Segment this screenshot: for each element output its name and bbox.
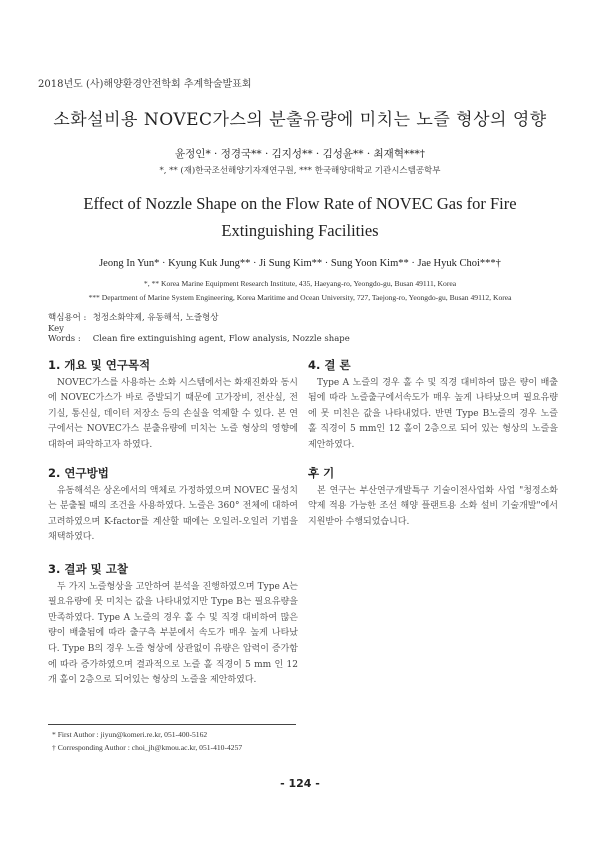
footnote-first-author: * First Author : jiyun@komeri.re.kr, 051-400-5162 xyxy=(52,730,208,739)
acknowledgment xyxy=(308,466,558,530)
page-number: - 124 - xyxy=(280,777,320,790)
keywords-english xyxy=(48,324,350,344)
acknowledgment-heading: 후 기 xyxy=(308,466,335,480)
section-2 xyxy=(48,466,298,546)
english-authors: Jeong In Yun* · Kyung Kuk Jung** · Ji Sung Kim** · Sung Yoon Kim** · Jae Hyuk Choi***† xyxy=(99,258,501,269)
english-title-line-2: Extinguishing Facilities xyxy=(221,221,379,240)
acknowledgment-body: 본 연구는 부산연구개발특구 기술이전사업화 사업 "청정소화약제 적용 가능한 조선 해양 플랜트용 소화 설비 기술개발"에서 지원받아 수행되었습니다. xyxy=(308,485,558,527)
section-3 xyxy=(48,562,298,689)
keywords-english-label: Key Words : xyxy=(48,324,81,344)
section-1-heading: 1. 개요 및 연구목적 xyxy=(48,358,151,372)
footnote-corresponding-author: † Corresponding Author : choi_jh@kmou.ac.kr, 051-410-4257 xyxy=(52,743,243,752)
section-1-body: NOVEC가스를 사용하는 소화 시스템에서는 화재진화와 동시에 NOVEC가스가 바로 증발되기 때문에 고가장비, 전산실, 전기실, 통신실, 데이터 저장소 등의 손실을 억제할 수 있다. 본 연구에서는 NOVEC가스 분출유량에 미치는 노즐 형상의 영향에 대하여 파악하고자 하였다. xyxy=(48,377,298,450)
english-affiliation-2: *** Department of Marine System Engineering, Korea Maritime and Ocean University, 727, Taejong-ro, Yeongdo-gu, Busan 49112, Korea xyxy=(88,293,512,302)
section-4 xyxy=(308,358,558,454)
korean-authors: 윤정인* · 정경국** · 김지성** · 김성윤** · 최재혁***† xyxy=(175,148,425,160)
korean-affiliation: *, ** (재)한국조선해양기자재연구원, *** 한국해양대학교 기관시스템공학부 xyxy=(159,166,441,176)
keywords-korean-label: 핵심용어 : xyxy=(48,313,87,323)
keywords-korean-text: 청정소화약제, 유동해석, 노즐형상 xyxy=(92,313,219,323)
section-3-heading: 3. 결과 및 고찰 xyxy=(48,562,128,576)
section-3-body: 두 가지 노즐형상을 고안하여 분석을 진행하였으며 Type A는 필요유량에 못 미치는 값을 나타내었지만 Type B는 필요유량을 만족하였다. Type A 노즐의 경우 홀 수 및 직경 대비하여 많은 량이 배출됨에 따라 출구측 부분에서 속도가 매우 높게 나타났다. Type B의 경우 노즐 형상에 상관없이 유량은 압력이 증가함에 따라 증가하였으며 결과적으로 노즐 홀 직경이 5 mm 인 12개 홀이 2층으로 되어있는 형상의 노즐을 제안하였다. xyxy=(48,581,298,686)
english-title xyxy=(0,190,600,244)
section-2-heading: 2. 연구방법 xyxy=(48,466,109,480)
conference-header: 2018년도 (사)해양환경안전학회 추계학술발표회 xyxy=(38,79,252,90)
english-affiliation-1: *, ** Korea Marine Equipment Research Institute, 435, Haeyang-ro, Yeongdo-gu, Busan 49111, Korea xyxy=(143,279,457,288)
section-4-body: Type A 노즐의 경우 홀 수 및 직경 대비하여 많은 량이 배출됨에 따라 노즐출구에서속도가 매우 높게 나타났으며 필요유량에 못 미친은 값을 나타내었다. 반면 Type B노즐의 경우 노즐 홀 직경이 5 mm인 12 홀이 2층으로 되어 있는 형상의 노즐을 제안하였다. xyxy=(308,377,558,450)
section-4-heading: 4. 결 론 xyxy=(308,358,351,372)
footnote-divider xyxy=(48,724,296,725)
korean-title: 소화설비용 NOVEC가스의 분출유량에 미치는 노즐 형상의 영향 xyxy=(53,110,547,130)
section-1 xyxy=(48,358,298,454)
keywords-english-text: Clean fire extinguishing agent, Flow analysis, Nozzle shape xyxy=(92,334,350,344)
keywords-korean xyxy=(48,311,218,323)
english-title-line-1: Effect of Nozzle Shape on the Flow Rate of NOVEC Gas for Fire xyxy=(83,194,517,213)
section-2-body: 유동해석은 상온에서의 액체로 가정하였으며 NOVEC 물성치는 분출될 때의 조건을 사용하였다. 노즐은 360° 전체에 대하여 고려하였으며 K-factor를 계산할 때에는 오일러-오일러 기법을 채택하였다. xyxy=(48,485,298,543)
